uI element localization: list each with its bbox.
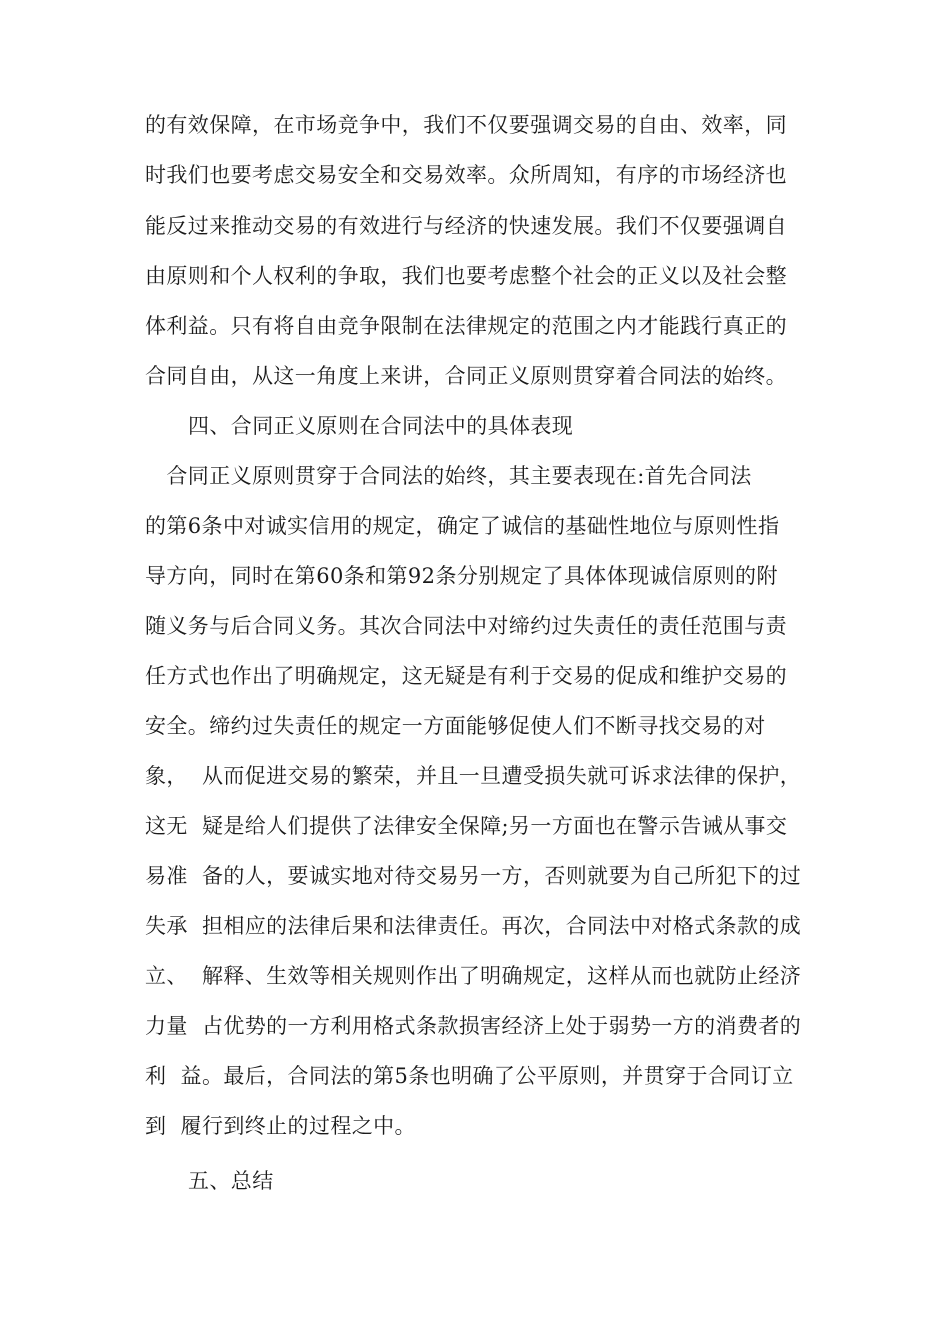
paragraph-line: 能反过来推动交易的有效进行与经济的快速发展。我们不仅要强调自 bbox=[145, 214, 787, 238]
paragraph-line: 合同正义原则贯穿于合同法的始终，其主要表现在:首先合同法 bbox=[145, 464, 752, 488]
paragraph-line: 合同自由，从这一角度上来讲，合同正义原则贯穿着合同法的始终。 bbox=[145, 364, 787, 388]
paragraph-line: 利 益。最后，合同法的第5条也明确了公平原则，并贯穿于合同订立 bbox=[145, 1064, 794, 1088]
paragraph-line: 易准 备的人，要诚实地对待交易另一方，否则就要为自己所犯下的过 bbox=[145, 864, 802, 888]
paragraph-line: 体利益。只有将自由竞争限制在法律规定的范围之内才能践行真正的 bbox=[145, 314, 787, 338]
paragraph-line: 的有效保障，在市场竞争中，我们不仅要强调交易的自由、效率，同 bbox=[145, 113, 787, 137]
paragraph-line: 力量 占优势的一方利用格式条款损害经济上处于弱势一方的消费者的 bbox=[145, 1014, 802, 1038]
paragraph-line: 安全。缔约过失责任的规定一方面能够促使人们不断寻找交易的对 bbox=[145, 714, 766, 738]
paragraph-line: 时我们也要考虑交易安全和交易效率。众所周知，有序的市场经济也 bbox=[145, 163, 787, 187]
section-heading-4: 四、合同正义原则在合同法中的具体表现 bbox=[188, 414, 574, 438]
paragraph-line: 的第6条中对诚实信用的规定，确定了诚信的基础性地位与原则性指 bbox=[145, 514, 780, 538]
paragraph-line: 失承 担相应的法律后果和法律责任。再次，合同法中对格式条款的成 bbox=[145, 914, 802, 938]
paragraph-line: 到 履行到终止的过程之中。 bbox=[145, 1114, 416, 1138]
paragraph-line: 任方式也作出了明确规定，这无疑是有利于交易的促成和维护交易的 bbox=[145, 664, 787, 688]
section-heading-5: 五、总结 bbox=[188, 1169, 274, 1193]
paragraph-line: 导方向，同时在第60条和第92条分别规定了具体体现诚信原则的附 bbox=[145, 564, 778, 588]
paragraph-line: 随义务与后合同义务。其次合同法中对缔约过失责任的责任范围与责 bbox=[145, 614, 787, 638]
paragraph-line: 由原则和个人权利的争取，我们也要考虑整个社会的正义以及社会整 bbox=[145, 264, 787, 288]
paragraph-line: 象， 从而促进交易的繁荣，并且一旦遭受损失就可诉求法律的保护， bbox=[145, 764, 802, 788]
paragraph-line: 这无 疑是给人们提供了法律安全保障;另一方面也在警示告诫从事交 bbox=[145, 814, 788, 838]
paragraph-line: 立、 解释、生效等相关规则作出了明确规定，这样从而也就防止经济 bbox=[145, 964, 802, 988]
